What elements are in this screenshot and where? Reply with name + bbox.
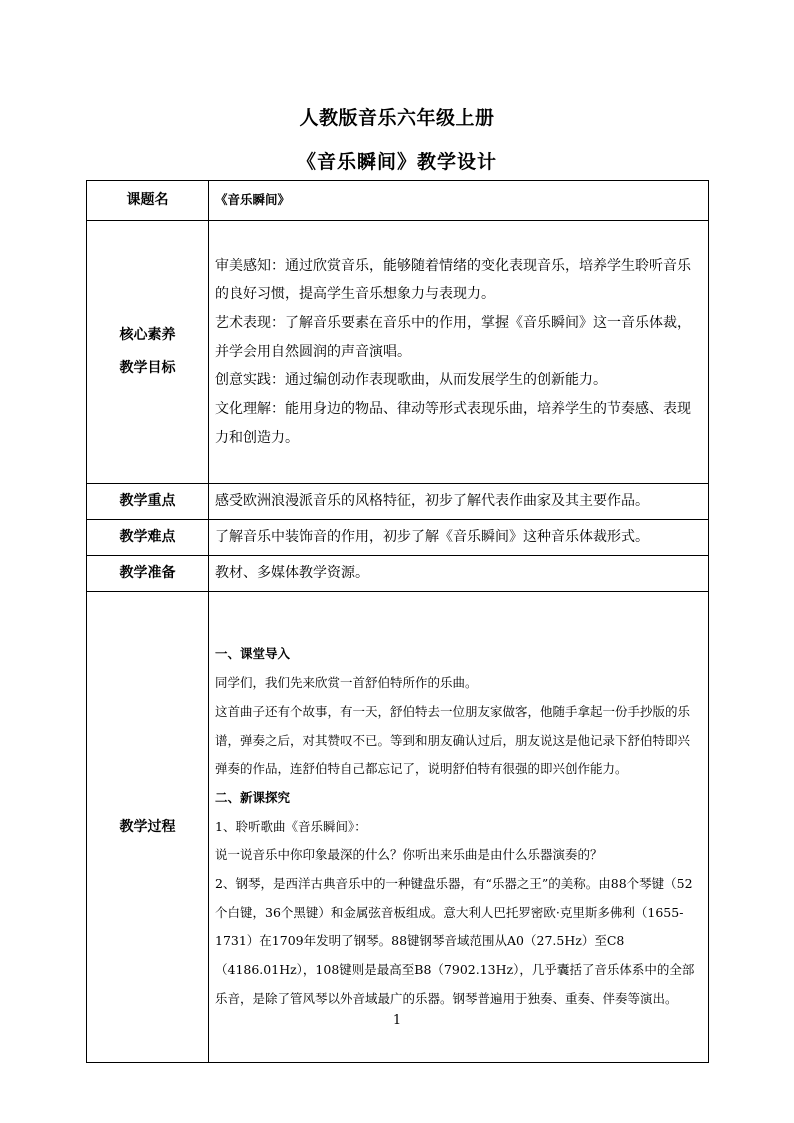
topic-value: 《音乐瞬间》 bbox=[215, 192, 291, 208]
process-cell bbox=[209, 592, 709, 1063]
goals-label-line2: 教学目标 bbox=[119, 360, 176, 376]
table-row-key-points bbox=[87, 484, 709, 520]
difficulties-label: 教学难点 bbox=[87, 520, 209, 556]
table-row-goals bbox=[87, 221, 709, 484]
topic-label: 课题名 bbox=[87, 181, 209, 221]
process-paragraph: 1、聆听歌曲《音乐瞬间》： bbox=[215, 818, 367, 834]
section-intro-title: 一、课堂导入 bbox=[215, 646, 291, 662]
process-paragraph: 说一说音乐中你印象最深的什么？你听出来乐曲是由什么乐器演奏的？ bbox=[215, 847, 603, 863]
goals-label-line1: 核心素养 bbox=[119, 327, 176, 343]
lesson-plan-table bbox=[86, 180, 709, 1063]
goal-creativity: 创意实践：通过编创动作表现歌曲，从而发展学生的创新能力。 bbox=[215, 372, 607, 389]
goal-expression: 艺术表现：了解音乐要素在音乐中的作用，掌握《音乐瞬间》这一音乐体裁，并学会用自然圆润的声音演唱。 bbox=[215, 314, 691, 360]
page-number: 1 bbox=[392, 1013, 402, 1028]
process-paragraph: 2、钢琴，是西洋古典音乐中的一种键盘乐器，有“乐器之王”的美称。由88个琴键（52个白键，36个黑键）和金属弦音板组成。意大利人巴托罗密欧·克里斯多佛利（1655-1731）在1709年发明了钢琴。88键钢琴音域范围从A0（27.5Hz）至C8（4186.01Hz），108键则是最高至B8（7902.13Hz），几乎囊括了音乐体系中的全部乐音，是除了管风琴以外音域最广的乐器。钢琴普遍用于独奏、重奏、伴奏等演出。 bbox=[215, 876, 695, 1006]
document-subtitle: 《音乐瞬间》教学设计 bbox=[296, 151, 497, 173]
goals-label bbox=[87, 221, 209, 484]
difficulties-value: 了解音乐中装饰音的作用，初步了解《音乐瞬间》这种音乐体裁形式。 bbox=[209, 520, 709, 556]
preparation-label: 教学准备 bbox=[87, 556, 209, 592]
topic-cell bbox=[209, 181, 709, 221]
document-title: 人教版音乐六年级上册 bbox=[299, 107, 495, 129]
section-explore-title: 二、新课探究 bbox=[215, 789, 291, 805]
goal-aesthetic: 审美感知：通过欣赏音乐，能够随着情绪的变化表现音乐，培养学生聆听音乐的良好习惯，提高学生音乐想象力与表现力。 bbox=[215, 257, 691, 303]
goal-culture: 文化理解：能用身边的物品、律动等形式表现乐曲，培养学生的节奏感、表现力和创造力。 bbox=[215, 401, 691, 446]
process-paragraph: 这首曲子还有个故事，有一天，舒伯特去一位朋友家做客，他随手拿起一份手抄版的乐谱，弹奏之后，对其赞叹不已。等到和朋友确认过后，朋友说这是他记录下舒伯特即兴弹奏的作品，连舒伯特自己都忘记了，说明舒伯特有很强的即兴创作能力。 bbox=[215, 703, 691, 777]
process-paragraph: 同学们，我们先来欣赏一首舒伯特所作的乐曲。 bbox=[215, 675, 478, 691]
table-row-process bbox=[87, 592, 709, 1063]
table-row-topic bbox=[87, 181, 709, 221]
table-row-preparation bbox=[87, 556, 709, 592]
key-points-label: 教学重点 bbox=[87, 484, 209, 520]
preparation-value: 教材、多媒体教学资源。 bbox=[209, 556, 709, 592]
table-row-difficulties bbox=[87, 520, 709, 556]
goals-cell bbox=[209, 221, 709, 484]
process-label: 教学过程 bbox=[87, 592, 209, 1063]
key-points-value: 感受欧洲浪漫派音乐的风格特征，初步了解代表作曲家及其主要作品。 bbox=[209, 484, 709, 520]
